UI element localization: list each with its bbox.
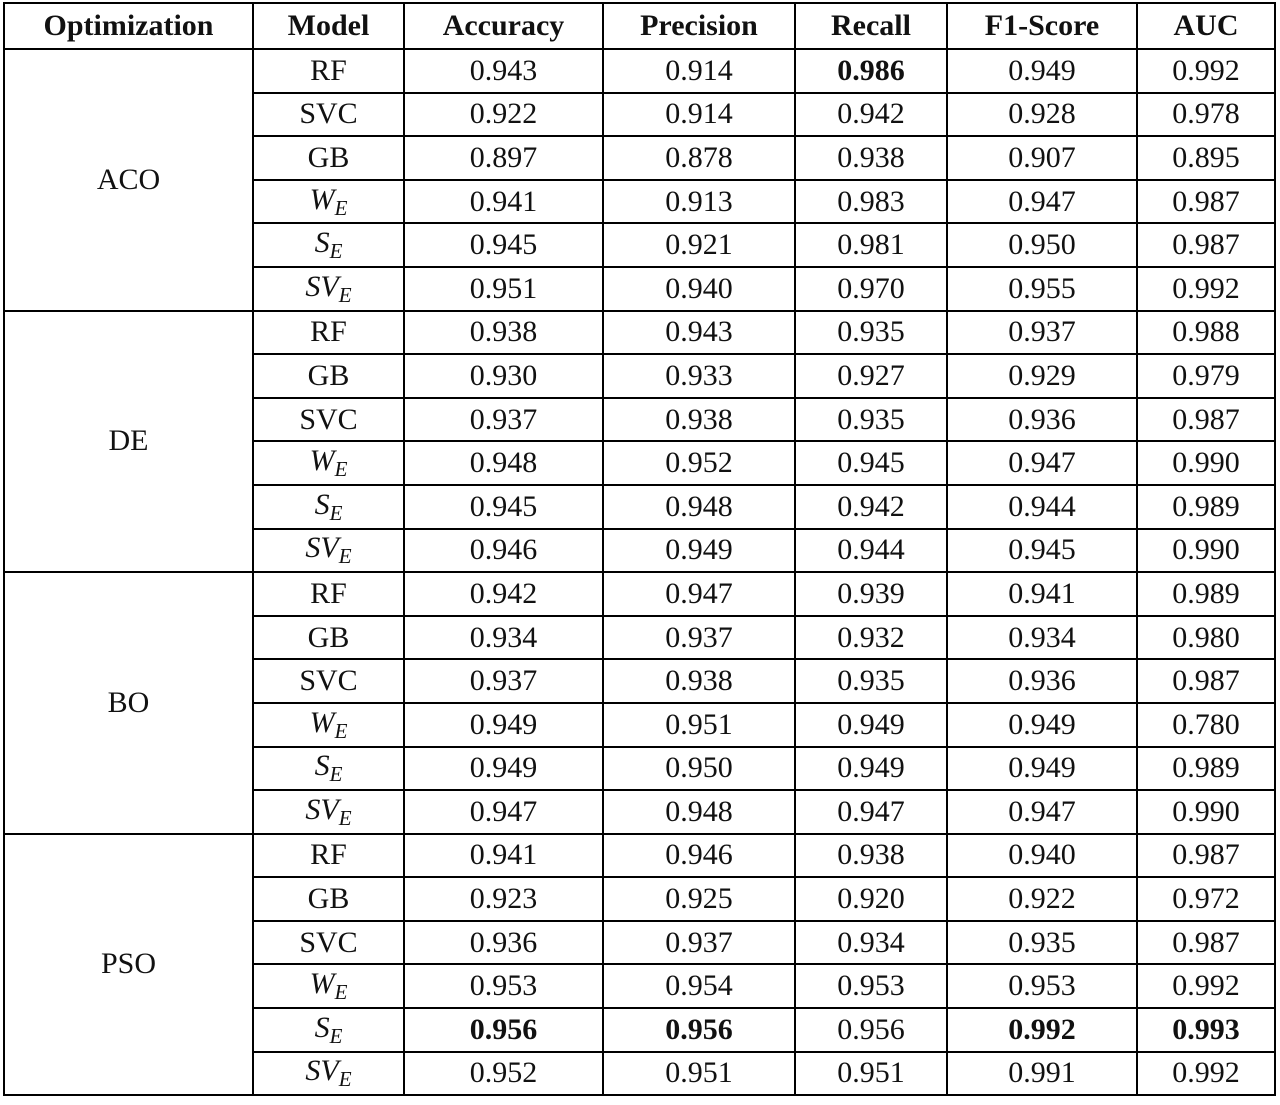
model-cell xyxy=(253,659,404,703)
recall-cell: 0.949 xyxy=(795,703,947,747)
f1-score-cell: 0.907 xyxy=(947,136,1137,180)
auc-cell: 0.992 xyxy=(1137,267,1275,311)
recall-cell: 0.935 xyxy=(795,659,947,703)
f1-score-cell: 0.945 xyxy=(947,529,1137,573)
f1-score-cell: 0.947 xyxy=(947,180,1137,224)
model-name: S xyxy=(314,226,330,260)
precision-cell: 0.948 xyxy=(603,485,795,529)
recall-cell: 0.951 xyxy=(795,1052,947,1096)
f1-score-cell: 0.944 xyxy=(947,485,1137,529)
auc-cell: 0.987 xyxy=(1137,659,1275,703)
model-subscript: E xyxy=(338,544,352,569)
model-name: S xyxy=(314,487,330,521)
header-f1-score: F1-Score xyxy=(947,3,1137,49)
recall-cell: 0.949 xyxy=(795,747,947,791)
f1-score-cell: 0.936 xyxy=(947,398,1137,442)
accuracy-cell: 0.946 xyxy=(404,529,603,573)
accuracy-cell: 0.949 xyxy=(404,747,603,791)
f1-score-cell: 0.991 xyxy=(947,1052,1137,1096)
f1-score-cell: 0.928 xyxy=(947,93,1137,137)
f1-score-cell: 0.935 xyxy=(947,921,1137,965)
header-precision: Precision xyxy=(603,3,795,49)
recall-cell: 0.970 xyxy=(795,267,947,311)
results-table-container xyxy=(3,2,1276,1096)
model-cell xyxy=(253,93,404,137)
precision-cell: 0.954 xyxy=(603,964,795,1008)
table-row xyxy=(4,311,1275,355)
f1-score-cell: 0.947 xyxy=(947,441,1137,485)
model-name: SVC xyxy=(299,925,358,959)
accuracy-cell: 0.897 xyxy=(404,136,603,180)
header-model: Model xyxy=(253,3,404,49)
recall-cell: 0.935 xyxy=(795,311,947,355)
model-subscript: E xyxy=(329,1023,343,1048)
auc-cell: 0.989 xyxy=(1137,572,1275,616)
model-cell xyxy=(253,136,404,180)
auc-cell: 0.895 xyxy=(1137,136,1275,180)
table-row xyxy=(4,49,1275,93)
recall-cell: 0.944 xyxy=(795,529,947,573)
recall-cell: 0.981 xyxy=(795,223,947,267)
model-subscript: E xyxy=(334,718,348,743)
auc-cell: 0.989 xyxy=(1137,485,1275,529)
f1-score-cell: 0.949 xyxy=(947,49,1137,93)
auc-cell: 0.990 xyxy=(1137,790,1275,834)
f1-score-cell: 0.936 xyxy=(947,659,1137,703)
recall-cell: 0.983 xyxy=(795,180,947,224)
f1-score-cell: 0.992 xyxy=(947,1008,1137,1052)
auc-cell: 0.780 xyxy=(1137,703,1275,747)
table-row xyxy=(4,834,1275,878)
accuracy-cell: 0.943 xyxy=(404,49,603,93)
accuracy-cell: 0.952 xyxy=(404,1052,603,1096)
model-name: SV xyxy=(305,269,339,303)
model-cell xyxy=(253,485,404,529)
accuracy-cell: 0.945 xyxy=(404,223,603,267)
accuracy-cell: 0.951 xyxy=(404,267,603,311)
model-name: SV xyxy=(305,792,339,826)
accuracy-cell: 0.941 xyxy=(404,180,603,224)
precision-cell: 0.878 xyxy=(603,136,795,180)
f1-score-cell: 0.950 xyxy=(947,223,1137,267)
auc-cell: 0.989 xyxy=(1137,747,1275,791)
model-name: W xyxy=(309,705,335,739)
model-name: W xyxy=(309,967,335,1001)
header-auc: AUC xyxy=(1137,3,1275,49)
model-subscript: E xyxy=(329,500,343,525)
model-name: S xyxy=(314,1010,330,1044)
auc-cell: 0.987 xyxy=(1137,180,1275,224)
precision-cell: 0.925 xyxy=(603,877,795,921)
model-subscript: E xyxy=(338,1067,352,1092)
auc-cell: 0.988 xyxy=(1137,311,1275,355)
auc-cell: 0.987 xyxy=(1137,223,1275,267)
accuracy-cell: 0.922 xyxy=(404,93,603,137)
table-row xyxy=(4,572,1275,616)
auc-cell: 0.980 xyxy=(1137,616,1275,660)
model-cell xyxy=(253,616,404,660)
accuracy-cell: 0.949 xyxy=(404,703,603,747)
recall-cell: 0.942 xyxy=(795,485,947,529)
auc-cell: 0.979 xyxy=(1137,354,1275,398)
accuracy-cell: 0.923 xyxy=(404,877,603,921)
model-name: SV xyxy=(305,1054,339,1088)
f1-score-cell: 0.937 xyxy=(947,311,1137,355)
optimization-cell: ACO xyxy=(4,49,253,311)
table-body xyxy=(4,49,1275,1095)
model-name: SVC xyxy=(299,664,358,698)
model-name: SVC xyxy=(299,97,358,131)
model-name: RF xyxy=(310,576,347,610)
recall-cell: 0.939 xyxy=(795,572,947,616)
precision-cell: 0.947 xyxy=(603,572,795,616)
auc-cell: 0.990 xyxy=(1137,529,1275,573)
model-name: GB xyxy=(307,140,350,174)
header-recall: Recall xyxy=(795,3,947,49)
accuracy-cell: 0.936 xyxy=(404,921,603,965)
recall-cell: 0.934 xyxy=(795,921,947,965)
model-subscript: E xyxy=(329,762,343,787)
model-name: RF xyxy=(310,315,347,349)
optimization-cell: PSO xyxy=(4,834,253,1096)
auc-cell: 0.987 xyxy=(1137,921,1275,965)
model-cell xyxy=(253,49,404,93)
precision-cell: 0.943 xyxy=(603,311,795,355)
results-table xyxy=(3,2,1276,1096)
model-cell xyxy=(253,572,404,616)
model-cell xyxy=(253,354,404,398)
model-cell xyxy=(253,180,404,224)
precision-cell: 0.921 xyxy=(603,223,795,267)
model-cell xyxy=(253,223,404,267)
model-subscript: E xyxy=(338,282,352,307)
recall-cell: 0.947 xyxy=(795,790,947,834)
f1-score-cell: 0.934 xyxy=(947,616,1137,660)
header-optimization: Optimization xyxy=(4,3,253,49)
accuracy-cell: 0.934 xyxy=(404,616,603,660)
auc-cell: 0.992 xyxy=(1137,964,1275,1008)
auc-cell: 0.978 xyxy=(1137,93,1275,137)
header-row xyxy=(4,3,1275,49)
precision-cell: 0.956 xyxy=(603,1008,795,1052)
model-cell xyxy=(253,877,404,921)
recall-cell: 0.932 xyxy=(795,616,947,660)
auc-cell: 0.990 xyxy=(1137,441,1275,485)
model-subscript: E xyxy=(329,239,343,264)
model-subscript: E xyxy=(334,457,348,482)
precision-cell: 0.951 xyxy=(603,703,795,747)
accuracy-cell: 0.945 xyxy=(404,485,603,529)
model-name: RF xyxy=(310,838,347,872)
auc-cell: 0.987 xyxy=(1137,398,1275,442)
f1-score-cell: 0.953 xyxy=(947,964,1137,1008)
accuracy-cell: 0.937 xyxy=(404,659,603,703)
model-cell xyxy=(253,834,404,878)
optimization-cell: BO xyxy=(4,572,253,834)
auc-cell: 0.972 xyxy=(1137,877,1275,921)
recall-cell: 0.938 xyxy=(795,136,947,180)
precision-cell: 0.948 xyxy=(603,790,795,834)
accuracy-cell: 0.953 xyxy=(404,964,603,1008)
model-name: SVC xyxy=(299,402,358,436)
model-cell xyxy=(253,964,404,1008)
f1-score-cell: 0.949 xyxy=(947,703,1137,747)
model-cell xyxy=(253,441,404,485)
recall-cell: 0.942 xyxy=(795,93,947,137)
recall-cell: 0.986 xyxy=(795,49,947,93)
precision-cell: 0.950 xyxy=(603,747,795,791)
model-name: GB xyxy=(307,620,350,654)
model-cell xyxy=(253,921,404,965)
accuracy-cell: 0.941 xyxy=(404,834,603,878)
precision-cell: 0.937 xyxy=(603,616,795,660)
model-name: GB xyxy=(307,882,350,916)
f1-score-cell: 0.941 xyxy=(947,572,1137,616)
f1-score-cell: 0.940 xyxy=(947,834,1137,878)
model-cell xyxy=(253,529,404,573)
model-cell xyxy=(253,267,404,311)
model-name: SV xyxy=(305,531,339,565)
header-accuracy: Accuracy xyxy=(404,3,603,49)
model-name: S xyxy=(314,749,330,783)
recall-cell: 0.920 xyxy=(795,877,947,921)
model-cell xyxy=(253,703,404,747)
precision-cell: 0.938 xyxy=(603,659,795,703)
precision-cell: 0.946 xyxy=(603,834,795,878)
optimization-cell: DE xyxy=(4,311,253,573)
accuracy-cell: 0.942 xyxy=(404,572,603,616)
recall-cell: 0.945 xyxy=(795,441,947,485)
auc-cell: 0.992 xyxy=(1137,49,1275,93)
accuracy-cell: 0.947 xyxy=(404,790,603,834)
f1-score-cell: 0.922 xyxy=(947,877,1137,921)
model-cell xyxy=(253,1008,404,1052)
auc-cell: 0.992 xyxy=(1137,1052,1275,1096)
precision-cell: 0.951 xyxy=(603,1052,795,1096)
model-cell xyxy=(253,747,404,791)
model-name: W xyxy=(309,444,335,478)
model-cell xyxy=(253,311,404,355)
precision-cell: 0.933 xyxy=(603,354,795,398)
model-name: GB xyxy=(307,358,350,392)
model-cell xyxy=(253,398,404,442)
precision-cell: 0.940 xyxy=(603,267,795,311)
model-cell xyxy=(253,790,404,834)
precision-cell: 0.952 xyxy=(603,441,795,485)
accuracy-cell: 0.956 xyxy=(404,1008,603,1052)
model-subscript: E xyxy=(338,805,352,830)
precision-cell: 0.913 xyxy=(603,180,795,224)
model-subscript: E xyxy=(334,195,348,220)
accuracy-cell: 0.938 xyxy=(404,311,603,355)
auc-cell: 0.987 xyxy=(1137,834,1275,878)
precision-cell: 0.949 xyxy=(603,529,795,573)
recall-cell: 0.935 xyxy=(795,398,947,442)
f1-score-cell: 0.949 xyxy=(947,747,1137,791)
recall-cell: 0.938 xyxy=(795,834,947,878)
f1-score-cell: 0.955 xyxy=(947,267,1137,311)
model-subscript: E xyxy=(334,980,348,1005)
f1-score-cell: 0.929 xyxy=(947,354,1137,398)
precision-cell: 0.937 xyxy=(603,921,795,965)
recall-cell: 0.953 xyxy=(795,964,947,1008)
precision-cell: 0.938 xyxy=(603,398,795,442)
precision-cell: 0.914 xyxy=(603,49,795,93)
model-cell xyxy=(253,1052,404,1096)
f1-score-cell: 0.947 xyxy=(947,790,1137,834)
accuracy-cell: 0.948 xyxy=(404,441,603,485)
model-name: RF xyxy=(310,53,347,87)
model-name: W xyxy=(309,182,335,216)
auc-cell: 0.993 xyxy=(1137,1008,1275,1052)
recall-cell: 0.956 xyxy=(795,1008,947,1052)
precision-cell: 0.914 xyxy=(603,93,795,137)
accuracy-cell: 0.930 xyxy=(404,354,603,398)
recall-cell: 0.927 xyxy=(795,354,947,398)
accuracy-cell: 0.937 xyxy=(404,398,603,442)
